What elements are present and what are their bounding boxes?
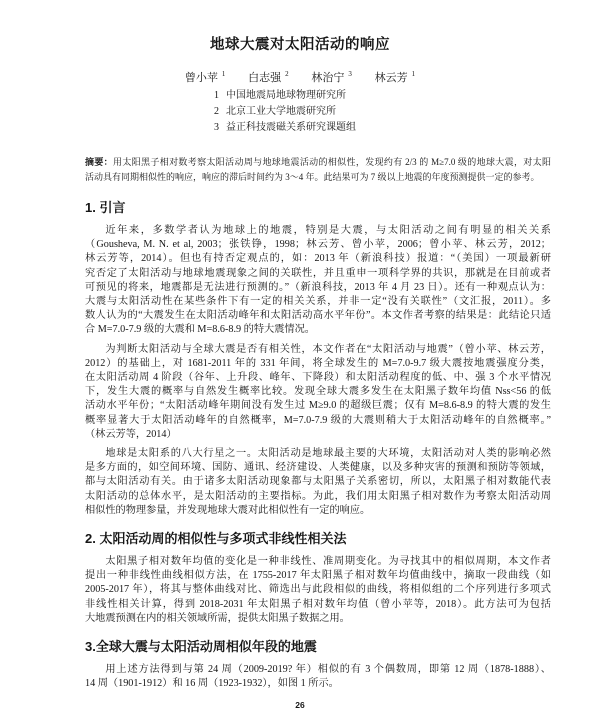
text-line: 合 M=7.0-7.9 级的大震和 M=8.6-8.9 的特大震情况。 (85, 324, 315, 336)
text-line: 用上述方法得到与第 24 周（2009-2019? 年）相似的有 3 个偶数周，即第 12 周（1878-1888）、 (105, 664, 551, 676)
affiliation-list (214, 88, 356, 136)
section-solar-cycle-similarity (85, 530, 551, 626)
affiliation-number: 3 (214, 122, 219, 133)
abstract-text: 用太阳黑子相对数考察太阳活动周与地球地震活动的相似性，发现约有 2/3 的 M≥7.0 级的地球大震，对太阳 (113, 157, 551, 167)
text-line: 概率显著大于太阳活动峰年的自然概率，M=7.0-7.9 级的大震则稍大于太阳活动峰年的自然概率。” (85, 414, 551, 426)
text-line: 太阳黑子相对数年均值的变化是一种非线性、准周期变化。为寻找其中的相似周期，本文作者 (105, 556, 551, 568)
page-number: 26 (295, 700, 305, 710)
paragraph (85, 343, 551, 442)
text-line: 地球是太阳系的八大行星之一。太阳活动是地球最主要的大环境，太阳活动对人类的影响必然 (105, 448, 551, 460)
body-content (85, 199, 551, 691)
author-name: 白志强 (248, 72, 282, 84)
text-line: 活动水平年份；“太阳活动峰年期间没有发生过 M≥9.0 的超级巨震；仅有 M=8.6-8.9 的特大震的发生 (85, 400, 551, 412)
text-line: 下，发生大震的概率与自然发生概率比较。发现全球大震多发生在太阳黑子数年均值 Nss<56 的低 (85, 386, 551, 398)
author-name: 林云芳 (374, 72, 408, 84)
paragraph (85, 663, 551, 691)
text-line: （Gousheva, M. N. et al, 2003；张铁铮，1998；林云芳、曾小苹，2006；曾小苹、林云芳，2012； (85, 239, 551, 251)
text-line: 2012）的基础上，对 1681-2011 年的 331 年间，将全球发生的 M=7.0-9.7 级大震按地震强度分类， (85, 357, 551, 369)
text-line: 究否定了太阳活动与地球地震现象之间的关联性，并且重申一项科学界的共识，那就是在目前或者 (85, 267, 551, 279)
author (375, 72, 416, 84)
paragraph (85, 224, 551, 338)
author-affiliation-marker: 3 (348, 70, 352, 78)
affiliation-text: 北京工业大学地震研究所 (226, 106, 336, 117)
abstract-text: 活动具有同期相似性的响应，响应的滞后时间约为 3～4 年。此结果可为 7 级以上地震的年度预测提供一定的参考。 (85, 172, 540, 182)
author (248, 72, 289, 84)
section-global-earthquakes (85, 638, 551, 691)
author-name: 林治宁 (311, 72, 345, 84)
author (311, 72, 352, 84)
text-line: 是多方面的，如空间环境、国防、通讯、经济建设、人类健康，以及多种灾害的预测和预防等领域， (85, 462, 551, 474)
abstract-line (85, 170, 551, 185)
abstract-line (85, 155, 551, 170)
author-list (0, 70, 600, 86)
author-name: 曾小苹 (184, 72, 218, 84)
affiliation (214, 120, 356, 136)
section-heading: 2. 太阳活动周的相似性与多项式非线性相关法 (85, 531, 347, 547)
section-heading: 3.全球大震与太阳活动周相似年段的地震 (85, 639, 317, 655)
text-line: 提出一种非线性曲线相似方法，在 1755-2017 年太阳黑子相对数年均值曲线中，摘取一段曲线（如 (85, 570, 551, 582)
section-introduction (85, 199, 551, 518)
affiliation-number: 1 (214, 90, 219, 101)
affiliation (214, 88, 356, 104)
text-line: （林云芳等，2014） (85, 428, 177, 440)
section-heading: 1. 引言 (85, 200, 126, 215)
author-affiliation-marker: 1 (221, 70, 226, 78)
text-line: 林云芳等，2014）。但也有持否定观点的，如：2013 年（新浪科技）报道：“（美国）一项最新研 (85, 253, 551, 265)
text-line: 2005-2017 年），将其与整体曲线对比、筛选出与此段相似的曲线，将相似组的二个序列进行多项式 (85, 584, 551, 596)
author-affiliation-marker: 1 (411, 70, 416, 78)
author (185, 72, 226, 84)
paper-title: 地球大震对太阳活动的响应 (210, 37, 390, 53)
affiliation-text: 益正科技震磁关系研究课题组 (226, 122, 356, 133)
text-line: 大震与太阳活动性在某些条件下有一定的相关关系，并非一定“没有关联性”（文汇报，2011）。多 (85, 296, 551, 308)
affiliation-text: 中国地震局地球物理研究所 (226, 90, 346, 101)
text-line: 可预见的将来，地震都是无法进行预测的。”（新浪科技，2013 年 4 月 23 日）。还有一种观点认为： (85, 281, 551, 293)
text-line: 都与太阳活动有关。由于诸多太阳活动现象都与太阳黑子关系密切，所以，太阳黑子相对数能代表 (85, 476, 551, 488)
text-line: 14 周（1901-1912）和 16 周（1923-1932），如图 1 所示。 (85, 678, 339, 690)
abstract-label: 摘要： (85, 157, 114, 167)
text-line: 大地震预测在内的相关领域所需，提供太阳黑子数据之用。 (85, 612, 350, 624)
text-line: 相似性的物理参量，并发现地球大震对此相似性有一定的响应。 (85, 504, 371, 516)
text-line: 在太阳活动周 4 阶段（谷年、上升段、峰年、下降段）和太阳活动程度的低、中、强 3 个水平情况 (85, 372, 551, 384)
paragraph (85, 447, 551, 518)
text-line: 近年来，多数学者认为地球上的地震，特别是大震，与太阳活动之间有明显的相关关系 (105, 225, 551, 236)
affiliation-number: 2 (214, 106, 219, 117)
text-line: 数人认为的“大震发生在太阳活动峰年和太阳活动高水平年份”。本文作者考察的结果是：此结论只适 (85, 310, 551, 322)
abstract (85, 155, 551, 185)
text-line: 非线性相关计算，得到 2018-2031 年太阳黑子相对数年均值（曾小苹等，2018）。此方法可为包括 (85, 598, 551, 610)
paragraph (85, 555, 551, 626)
author-affiliation-marker: 2 (285, 70, 289, 78)
text-line: 太阳活动的总体水平，是太阳活动的主要指标。为此，我们用太阳黑子相对数作为考察太阳活动周 (85, 490, 551, 502)
text-line: 为判断太阳活动与全球大震是否有相关性，本文作者在“太阳活动与地震”（曾小苹、林云芳， (105, 343, 551, 355)
affiliation (214, 104, 356, 120)
